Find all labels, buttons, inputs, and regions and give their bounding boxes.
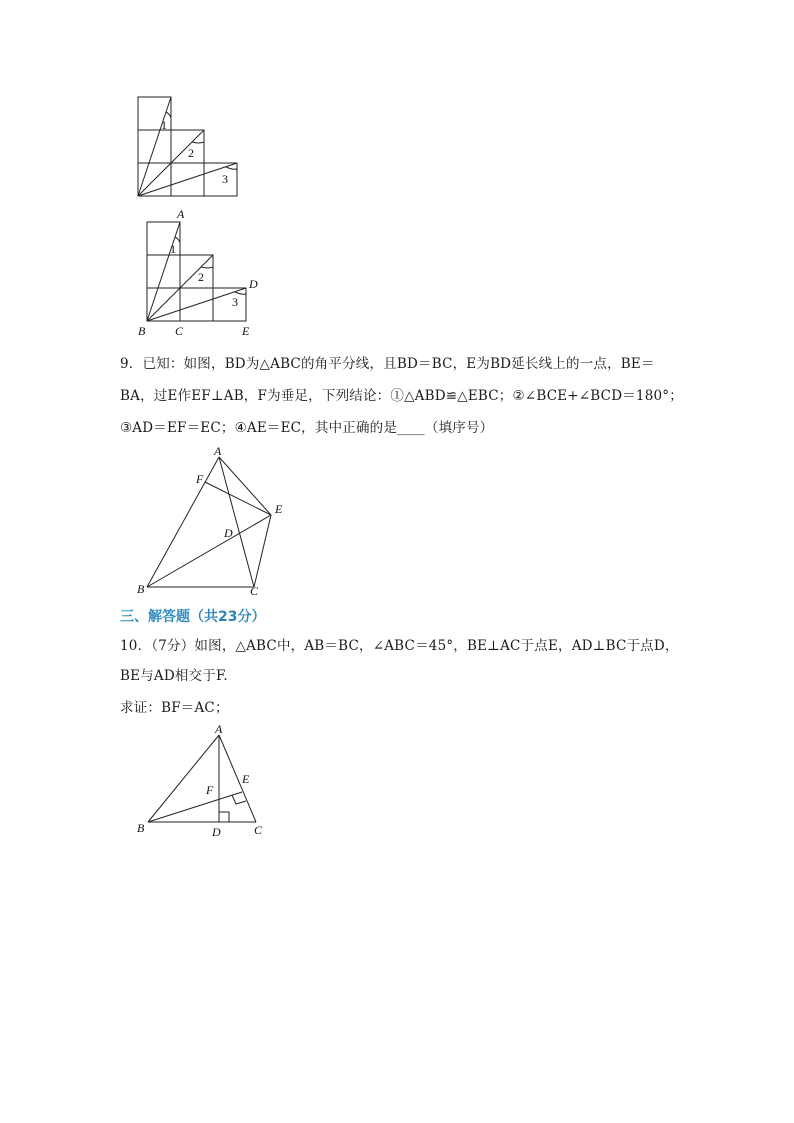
question-9-line-1: 9．已知：如图，BD为△ABC的角平分线，且BD＝BC，E为BD延长线上的一点，BE＝ xyxy=(120,356,655,372)
point-label-b: B xyxy=(137,582,145,596)
point-label-b: B xyxy=(138,324,146,338)
question-10-figure xyxy=(130,720,280,845)
angle-label-2: 2 xyxy=(188,146,194,160)
angle-label-2: 2 xyxy=(198,270,204,284)
point-label-c: C xyxy=(250,584,259,598)
grid-figure-1 xyxy=(130,90,250,202)
point-label-e: E xyxy=(275,502,283,516)
point-label-a: A xyxy=(214,445,222,458)
angle-label-3: 3 xyxy=(232,295,238,309)
grid-figure-2 xyxy=(130,205,270,340)
question-10-line-1: 10．（7分）如图，△ABC中，AB＝BC，∠ABC＝45°，BE⊥AC于点E，AD⊥BC于点D， xyxy=(120,638,679,654)
point-label-d: D xyxy=(224,526,233,540)
point-label-b: B xyxy=(137,821,145,835)
point-label-c: C xyxy=(254,823,263,837)
angle-label-1: 1 xyxy=(161,118,167,132)
point-label-a: A xyxy=(177,207,185,221)
point-label-f: F xyxy=(206,783,214,797)
question-9-line-3: ③AD＝EF＝EC；④AE＝EC，其中正确的是____（填序号） xyxy=(120,420,494,436)
point-label-c: C xyxy=(175,324,184,338)
question-10-line-2: BE与AD相交于F. xyxy=(120,668,228,684)
section-heading: 三、解答题（共23分） xyxy=(120,609,266,625)
question-10-prove: 求证：BF＝AC； xyxy=(120,700,229,716)
point-label-d: D xyxy=(212,825,221,839)
point-label-e: E xyxy=(242,324,250,338)
question-9-line-2: BA，过E作EF⊥AB，F为垂足，下列结论：①△ABD≌△EBC；②∠BCE+∠BCD＝180°； xyxy=(120,388,683,404)
point-label-d: D xyxy=(249,277,258,291)
point-label-e: E xyxy=(242,772,250,786)
angle-label-3: 3 xyxy=(222,172,228,186)
point-label-a: A xyxy=(215,722,223,736)
angle-label-1: 1 xyxy=(170,242,176,256)
point-label-f: F xyxy=(196,472,204,486)
question-9-figure xyxy=(130,445,300,600)
